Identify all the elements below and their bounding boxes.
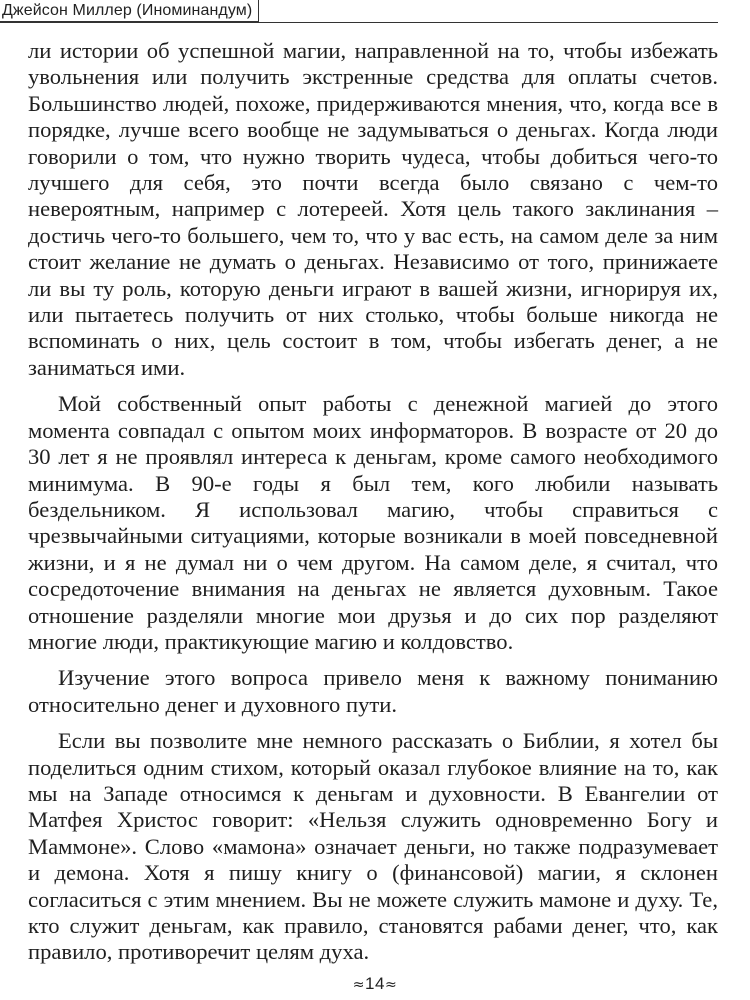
body-text <box>28 38 718 976</box>
paragraph-4: Если вы позволите мне немного рассказать о Библии, я хотел бы поделиться одним стихом, который оказал глубокое влияние на то, как мы на Западе относимся к деньгам и духовности. В Евангелии от Матфея Христос говорит: «Нельзя служить одновременно Богу и Маммоне». Слово «мамона» означает деньги, но также подразумевает и демона. Хотя я пишу книгу о (финансовой) магии, я склонен согласиться с этим мнением. Вы не можете служить мамоне и духу. Те, кто служит деньгам, как правило, становятся рабами денег, что, как правило, противоречит целям духа. <box>28 728 718 965</box>
paragraph-1: ли истории об успешной магии, направленной на то, чтобы избежать увольнения или получить экстренные средства для оплаты счетов. Большинство людей, похоже, придерживаются мнения, что, когда все в порядке, лучше всего вообще не задумываться о деньгах. Когда люди говорили о том, что нужно творить чудеса, чтобы добиться чего-то лучшего для себя, это почти всегда было связано с чем-то невероятным, например с лотереей. Хотя цель такого заклинания – достичь чего-то большего, чем то, что у вас есть, на самом деле за ним стоит желание не думать о деньгах. Независимо от того, принижаете ли вы ту роль, которую деньги играют в вашей жизни, игнорируя их, или пытаетесь получить от них столько, чтобы больше никогда не вспоминать о них, цель состоит в том, чтобы избегать денег, а не заниматься ими. <box>28 38 718 380</box>
header-rule <box>0 22 718 23</box>
folio-ornament-right: ≈ <box>384 977 398 993</box>
page-folio <box>0 974 750 994</box>
paragraph-3: Изучение этого вопроса привело меня к важному пониманию относительно денег и духовного пути. <box>28 665 718 717</box>
running-header-author: Джейсон Миллер (Иноминандум) <box>0 0 259 22</box>
running-header <box>0 0 259 22</box>
paragraph-2: Мой собственный опыт работы с денежной магией до этого момента совпадал с опытом моих информаторов. В возрасте от 20 до 30 лет я не проявлял интереса к деньгам, кроме самого необходимого минимума. В 90-е годы я был тем, кого любили называть бездельником. Я использовал магию, чтобы справиться с чрезвычайными ситуациями, которые возникали в моей повседневной жизни, и я не думал ни о чем другом. На самом деле, я считал, что сосредоточение внимания на деньгах не является духовным. Такое отношение разделяли многие мои друзья и до сих пор разделяют многие люди, практикующие магию и колдовство. <box>28 391 718 654</box>
folio-ornament-left: ≈ <box>352 977 366 993</box>
page-number: 14 <box>365 974 385 993</box>
